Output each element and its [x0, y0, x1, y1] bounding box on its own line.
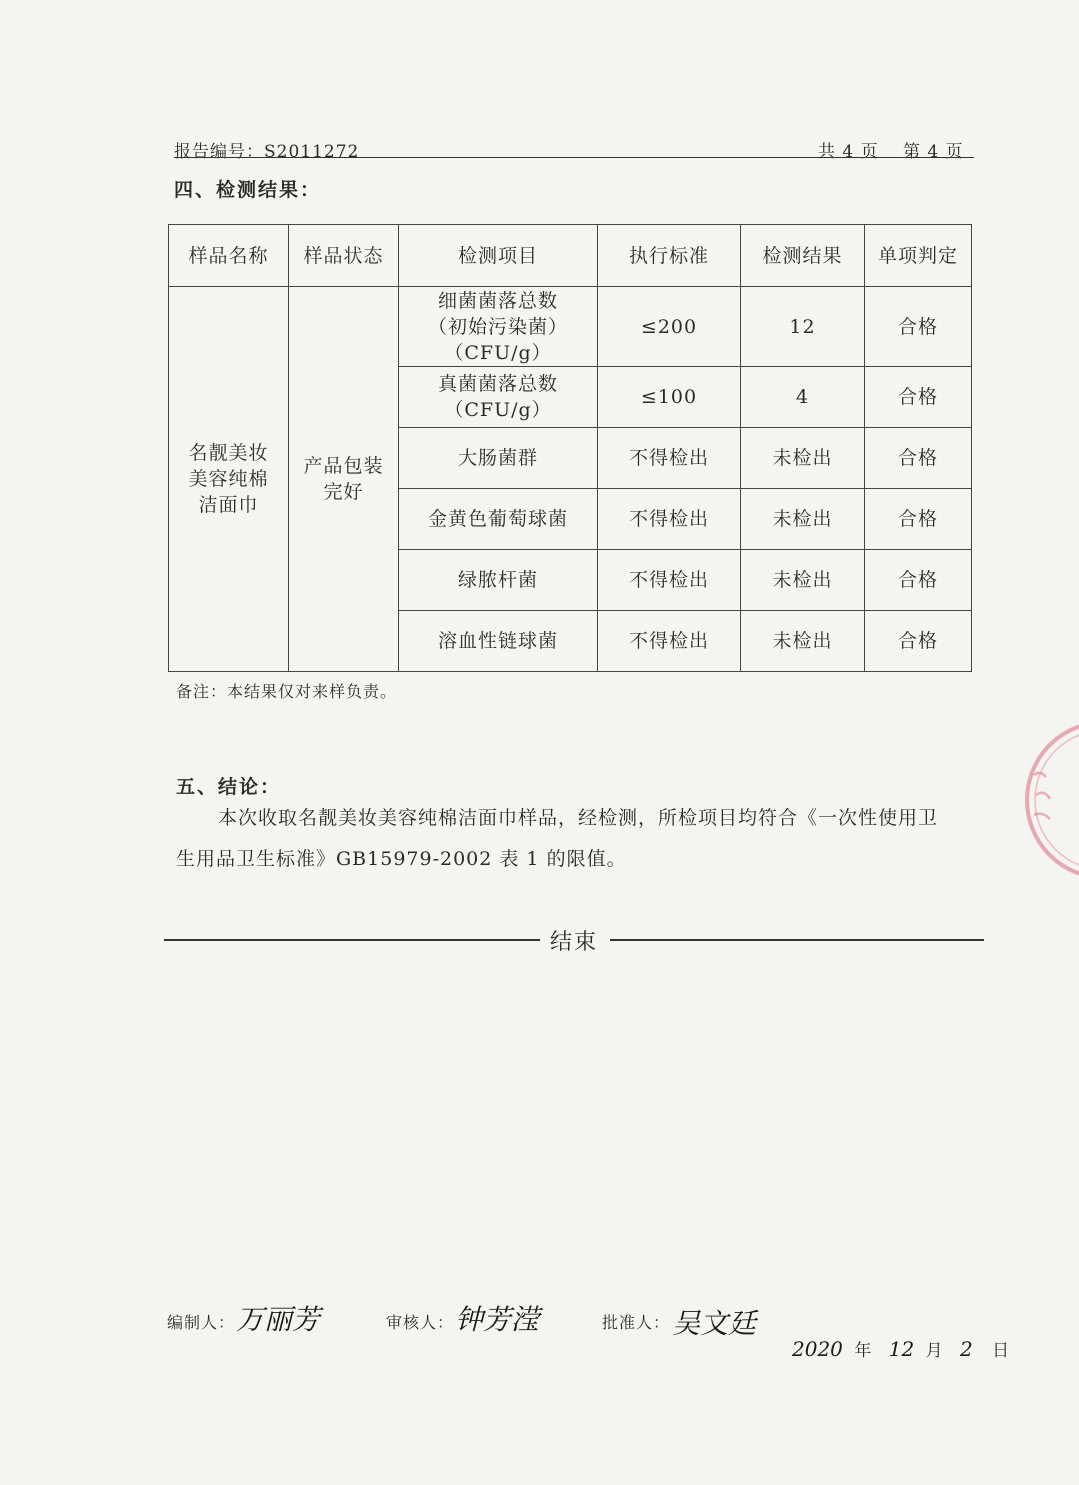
header-cell: 单项判定: [865, 225, 972, 287]
report-number: 报告编号：S2011272: [174, 142, 360, 162]
result-cell: 未检出: [741, 611, 865, 672]
sample-state-line: 完好: [323, 481, 364, 503]
table-row: [169, 287, 972, 367]
standard-cell: ≤200: [598, 287, 741, 367]
judgement-cell: 合格: [865, 367, 972, 428]
item-cell: [399, 367, 598, 428]
sample-state-line: 产品包装: [303, 455, 384, 477]
approver-signature: 吴文廷: [672, 1307, 757, 1340]
conclusion-line-2: 生用品卫生标准》GB15979-2002 表 1 的限值。: [176, 848, 627, 870]
conclusion-line-1: 本次收取名靓美妆美容纯棉洁面巾样品，经检测，所检项目均符合《一次性使用卫: [218, 807, 939, 829]
item-line: （初始污染菌）: [427, 315, 568, 338]
judgement-cell: 合格: [865, 611, 972, 672]
date-year-unit: 年: [854, 1341, 872, 1361]
judgement-cell: 合格: [865, 489, 972, 550]
result-cell: 4: [741, 367, 865, 428]
item-line: （CFU/g）: [444, 341, 552, 364]
sample-name-cell: [169, 287, 289, 672]
sample-name-line: 美容纯棉: [188, 468, 269, 490]
section5-title: 五、结论：: [176, 776, 282, 798]
standard-cell: 不得检出: [598, 428, 741, 489]
result-cell: 未检出: [741, 489, 865, 550]
item-cell: 大肠菌群: [399, 428, 598, 489]
item-line: 真菌菌落总数: [437, 373, 558, 395]
reviewer-signature: 钟芳滢: [455, 1303, 540, 1336]
header-cell: 样品名称: [169, 225, 289, 287]
item-cell: 溶血性链球菌: [399, 611, 598, 672]
result-cell: 未检出: [741, 550, 865, 611]
header-cell: 检测结果: [741, 225, 865, 287]
end-text: 结束: [550, 930, 599, 955]
sample-name-line: 名靓美妆: [188, 442, 269, 464]
judgement-cell: 合格: [865, 550, 972, 611]
standard-cell: 不得检出: [598, 550, 741, 611]
header-cell: 执行标准: [598, 225, 741, 287]
end-rule-right: [610, 939, 984, 941]
sample-state-cell: [289, 287, 399, 672]
section4-title: 四、检测结果：: [174, 179, 322, 201]
date: [792, 1336, 1009, 1361]
standard-cell: ≤100: [598, 367, 741, 428]
page-count: 共 4 页 第 4 页: [818, 142, 964, 162]
date-month: 12: [888, 1337, 915, 1361]
date-month-unit: 月: [925, 1341, 943, 1361]
header-rule: [174, 157, 974, 158]
judgement-cell: 合格: [865, 428, 972, 489]
result-cell: 未检出: [741, 428, 865, 489]
date-day-unit: 日: [992, 1341, 1010, 1361]
date-year: 2020: [792, 1337, 843, 1361]
results-table: [168, 224, 972, 672]
end-rule-left: [164, 939, 540, 941]
table-note: 备注：本结果仅对来样负责。: [176, 682, 398, 701]
header-cell: 检测项目: [399, 225, 598, 287]
item-line: 细菌菌落总数: [437, 289, 558, 312]
judgement-cell: 合格: [865, 287, 972, 367]
standard-cell: 不得检出: [598, 611, 741, 672]
header-cell: 样品状态: [289, 225, 399, 287]
table-header-row: [169, 225, 972, 287]
date-day: 2: [959, 1337, 973, 1361]
item-cell: 绿脓杆菌: [399, 550, 598, 611]
standard-cell: 不得检出: [598, 489, 741, 550]
stamp-seal-icon: [1020, 715, 1079, 885]
approver-label: 批准人：: [602, 1313, 671, 1332]
item-cell: [399, 287, 598, 367]
sample-name-line: 洁面巾: [198, 494, 259, 516]
compiler-label: 编制人：: [167, 1313, 236, 1332]
item-cell: 金黄色葡萄球菌: [399, 489, 598, 550]
compiler-signature: 万丽芳: [236, 1303, 321, 1336]
reviewer-label: 审核人：: [386, 1313, 455, 1332]
item-line: （CFU/g）: [444, 399, 552, 421]
result-cell: 12: [741, 287, 865, 367]
